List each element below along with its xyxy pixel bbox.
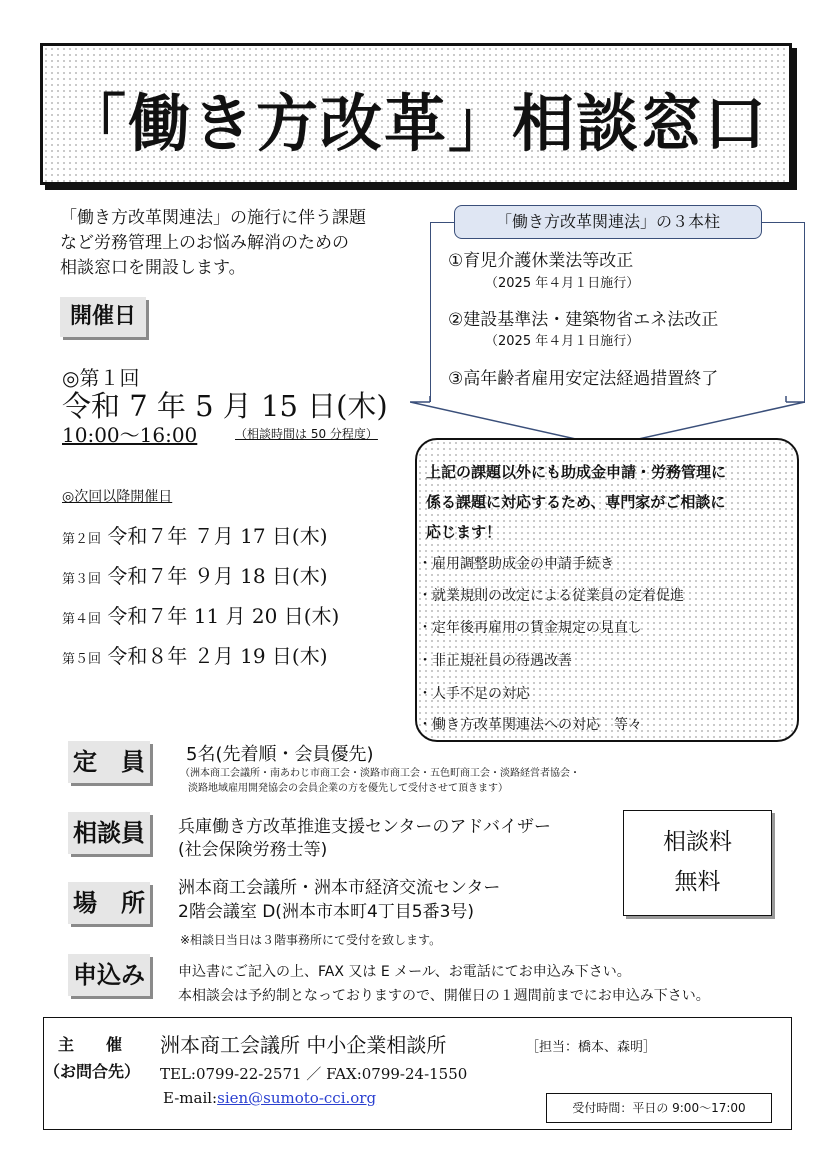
- pillar-date: （2025 年４月１日施行）: [485, 276, 640, 291]
- capacity-label: 定 員: [68, 741, 150, 783]
- advisor-text: [178, 816, 551, 862]
- apply-line: 申込書にご記入の上、FAX 又は E メール、お電話にてお申込み下さい。: [178, 964, 631, 980]
- help-item: ・定年後再雇用の賃金規定の見直し: [418, 620, 642, 636]
- session-number: 第５回: [62, 652, 102, 667]
- place-line: 洲本商工会議所・洲本市経済交流センター: [178, 878, 501, 898]
- session-number: 第２回: [62, 532, 102, 547]
- session-number: 第３回: [62, 572, 102, 587]
- organizer-staff: ［担当：橋本、森明］: [526, 1040, 657, 1055]
- next-sessions-label: ◎次回以降開催日: [62, 489, 173, 505]
- title-box: [40, 43, 792, 185]
- organizer-name: 洲本商工会議所 中小企業相談所: [160, 1033, 447, 1057]
- fee-label: 相談料: [663, 829, 732, 855]
- help-item: ・非正規社員の待遇改善: [418, 653, 572, 669]
- schedule-label: 開催日: [60, 297, 146, 337]
- place-line: 2階会議室 D(洲本市本町4丁目5番3号): [178, 902, 475, 922]
- apply-label: 申込み: [68, 954, 150, 996]
- next-session: [62, 520, 328, 549]
- pillar-item: ①育児介護休業法等改正: [448, 251, 634, 271]
- email-label: E-mail:: [163, 1089, 218, 1107]
- session-date: 令和８年 ２月 19 日(木): [107, 644, 328, 668]
- help-item: ・人手不足の対応: [418, 686, 530, 702]
- first-session-label: ◎第１回: [62, 366, 140, 390]
- page-title: 「働き方改革」相談窓口: [63, 87, 768, 160]
- organizer-label: 主 催: [58, 1035, 123, 1054]
- intro-line: など労務管理上のお悩み解消のための: [60, 233, 349, 253]
- apply-line: 本相談会は予約制となっておりますので、開催日の１週間前までにお申込み下さい。: [178, 988, 710, 1004]
- capacity-note-line: （洲本商工会議所・南あわじ市商工会・淡路市商工会・五色町商工会・淡路経営者協会・: [180, 768, 580, 779]
- intro-line: 相談窓口を開設します。: [60, 258, 246, 278]
- pillar-item: ②建設基準法・建築物省エネ法改正: [448, 310, 719, 330]
- contact-label: （お問合先）: [44, 1062, 141, 1081]
- email-link[interactable]: sien@sumoto-cci.org: [217, 1089, 377, 1107]
- fee-value: 無料: [674, 869, 721, 895]
- next-session: [62, 600, 339, 629]
- session-number: 第４回: [62, 612, 102, 627]
- tel-fax: TEL:0799-22-2571 ／ FAX:0799-24-1550: [160, 1065, 468, 1083]
- first-session-note: （相談時間は 50 分程度）: [235, 427, 378, 441]
- email-line: [163, 1089, 376, 1107]
- session-date: 令和７年 ７月 17 日(木): [107, 524, 328, 548]
- advisor-line: (社会保険労務士等): [178, 840, 328, 860]
- intro-line: 「働き方改革関連法」の施行に伴う課題: [60, 208, 366, 228]
- first-session-time: 10:00～16:00: [62, 423, 198, 447]
- next-session: [62, 560, 328, 589]
- help-item: ・就業規則の改定による従業員の定着促進: [418, 588, 684, 604]
- advisor-label: 相談員: [68, 812, 150, 854]
- first-session-date: 令和 7 年 5 月 15 日(木): [62, 389, 388, 423]
- pillars-header: 「働き方改革関連法」の３本柱: [454, 205, 762, 239]
- reception-hours: 受付時間：平日の 9:00～17:00: [546, 1093, 772, 1123]
- advisor-line: 兵庫働き方改革推進支援センターのアドバイザー: [178, 817, 551, 837]
- intro-text: [60, 206, 410, 281]
- next-session: [62, 640, 328, 669]
- place-text: [178, 876, 500, 924]
- fee-box: [623, 810, 772, 916]
- apply-text: [178, 960, 710, 1008]
- capacity-note: [180, 766, 580, 796]
- place-label: 場 所: [68, 882, 150, 924]
- help-heading: [426, 457, 726, 547]
- pillar-date: （2025 年４月１日施行）: [485, 334, 640, 349]
- help-heading-line: 応じます！: [426, 523, 502, 541]
- pillar-item: ③高年齢者雇用安定法経過措置終了: [448, 369, 719, 389]
- capacity-note-line: 淡路地域雇用開発協会の会員企業の方を優先して受付させて頂きます）: [188, 783, 508, 794]
- session-date: 令和７年 11 月 20 日(木): [107, 604, 340, 628]
- capacity-value: 5名(先着順・会員優先): [186, 744, 374, 765]
- session-date: 令和７年 ９月 18 日(木): [107, 564, 328, 588]
- help-item: ・雇用調整助成金の申請手続き: [418, 556, 614, 572]
- help-item: ・働き方改革関連法への対応 等々: [418, 717, 642, 733]
- place-note: ※相談日当日は３階事務所にて受付を致します。: [180, 933, 442, 947]
- help-heading-line: 係る課題に対応するため、専門家がご相談に: [426, 493, 726, 511]
- help-heading-line: 上記の課題以外にも助成金申請・労務管理に: [426, 463, 727, 481]
